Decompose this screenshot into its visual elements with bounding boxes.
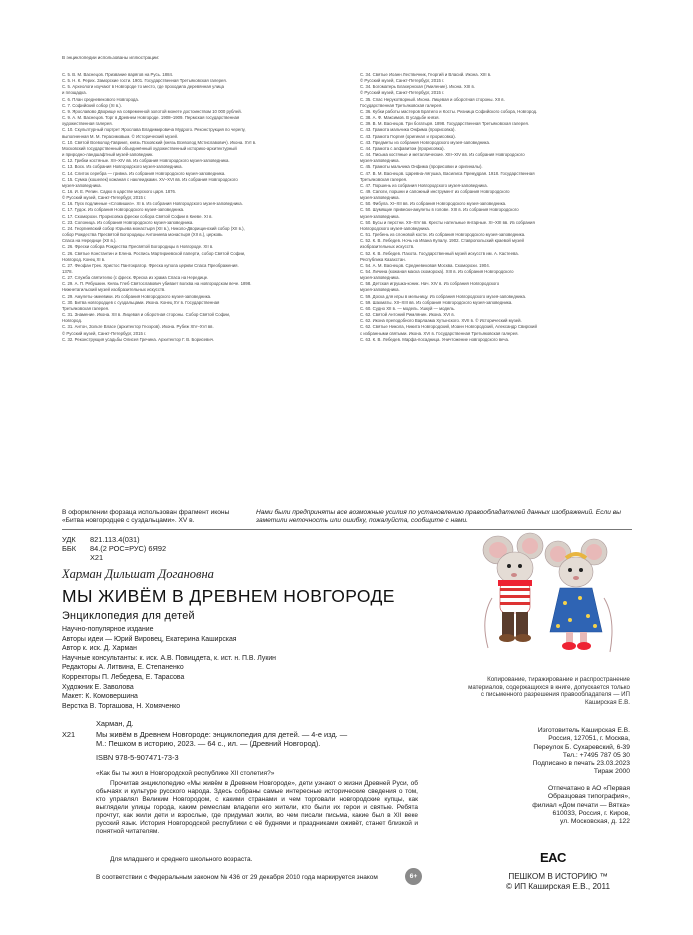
illustration-credit: С. 59. Доска для игры в мельницу. Из собрания Новгородского музея-заповедника. — [360, 293, 527, 299]
illustration-credit: музея-заповедника. — [360, 195, 400, 201]
illustration-credit: Московский государственный объединённый художественный историко-архитектурный — [62, 145, 237, 151]
illustration-credit: С. 62. Святой Антоний Римлянин. Икона. XVI в. — [360, 312, 455, 318]
illustration-credit: С. 15. Сумка (кошелек) кожаная с наклеидками. XV–XVI вв. Из собрания Новгородского — [62, 176, 238, 182]
imprint-line: Подписано в печать 23.03.2023 — [532, 760, 630, 768]
illustration-credit: С. 38. А. Ф. Максимов. В усадьбе князя. — [360, 115, 440, 121]
imprint-line: Россия, 127051, г. Москва, — [548, 735, 630, 743]
illustration-credit: Третьяковская галерея. — [62, 305, 110, 311]
age-rating-badge: 6+ — [405, 868, 422, 885]
mice-illustration — [470, 528, 620, 668]
illustration-credit: С. 16. И. Е. Репин. Садко в царстве морского царя. 1876. — [62, 188, 177, 194]
credit-line: Верстка В. Торгашова, Н. Хомяченко — [62, 702, 181, 710]
illustration-credit: изобразительных искусств. — [360, 244, 415, 250]
illustration-credit: С. 63. К. В. Лебедев. Марфа-посадница. Уничтожение новгородского веча. — [360, 336, 510, 342]
biblio-line: М.: Пешком в историю, 2023. — 64 с., ил. — (Древний Новгород). — [96, 739, 321, 749]
illustration-credit: С. 31. Знамение. Икона. XII в. Лицевая и оборотная стороны. Собор Святой Софии, — [62, 312, 231, 318]
illustration-credit: Спаса на Нередице (XII в.). — [62, 238, 117, 244]
illustration-credit: С. 13. Воск. Из собрания Новгородского музея-заповедника. — [62, 164, 183, 170]
illustration-credit: Новгородского музея-заповедника. — [360, 225, 431, 231]
illustration-credit: С. 34. Святые Иоанн Лествичник, Георгий и Власий. Икона. XIII в. — [360, 72, 492, 77]
copyright-notice: Копирование, тиражирование и распространение материалов, содержащихся в книге, допускается только с письменного разрешения правообладателя — ИП Каширская Е.В. — [468, 676, 630, 706]
illustration-credit: С. 7. Софийский собор (XI в.). — [62, 102, 122, 108]
illustrations-list-left — [62, 72, 330, 343]
catalog-code: Х21 — [90, 553, 104, 562]
bbk-label: ББК — [62, 544, 77, 553]
author-name: Харман Дильшат Догановна — [62, 567, 214, 581]
age-note: Для младшего и среднего школьного возраста. — [110, 856, 253, 863]
imprint-line — [464, 777, 630, 785]
illustration-credit: С. 43. Грамота Гюргия (оригинал и прорисовка). — [360, 133, 456, 139]
illustration-credit: Новгород. Конец XI в. — [62, 256, 106, 262]
publisher-block — [486, 872, 630, 892]
illustration-credit: С. 49. Сапоги, поршни и сапожный инструмент из собрания Новгородского — [360, 188, 510, 194]
illustration-credit: и площадка. — [62, 90, 87, 96]
imprint — [464, 727, 630, 827]
isbn: ISBN 978-5-907471-73-3 — [96, 753, 179, 762]
illustration-credit: С. 52. К. В. Лебедев. Пахота. Государственный музей искусств им. А. Кастеева. — [360, 250, 519, 256]
illustration-credit: С. 10. Святой Всеволод-Гавриил, князь Псковский (князь Всеволод Мстиславович). Икона. XVI в. — [62, 139, 257, 145]
illustration-credit: С. 5. Археологи изучают в Новгороде то место, где проходила деревянная улица — [62, 84, 224, 90]
illustration-credit: С. 62. Икона преподобного Варлаама Хутынского. XVII в. © Исторический музей. — [360, 318, 522, 324]
credit-line: Художник Е. Заволова — [62, 683, 134, 691]
illustration-credit: выполненная М. М. Герасимовым. © Исторический музей. — [62, 133, 179, 139]
illustrations-header: В энциклопедии использованы иллюстрации: — [62, 55, 160, 60]
illustration-credit: С. 31. Антон, Зольте Власе (архитектор Геоэров). Икона. Рубеж XIV–XVI вв. — [62, 324, 214, 330]
illustration-credit: Нижнетагильский музей изобразительных искусств. — [62, 287, 166, 293]
illustration-credit: С. 54. А. М. Васнецов. Средневековая Москва. Скоморохи. 1904. — [360, 262, 490, 268]
illustration-credit: художественная галерея. — [62, 121, 113, 127]
illustration-credit: С. 30. Битва новгородцев с суздальцами. Икона. Конец XV в. Государственная — [62, 299, 220, 305]
illustration-credit: © Русский музей, Санкт-Петербург, 2015 г. — [62, 195, 147, 201]
illustration-credit: С. 45. Грамоты мальчика Онфима (прорисовки и оригиналы). — [360, 164, 483, 170]
illustration-credit: С. 17. Скоморохи. Прорисовка фрески собора Святой Софии в Киеве. XI в. — [62, 213, 213, 219]
book-title: МЫ ЖИВЁМ В ДРЕВНЕМ НОВГОРОДЕ — [62, 586, 395, 606]
illustration-credit: С. 24. Георгиевский собор Юрьева монастыря (XII в.), Николо-Дворищенский собор (XII в.), — [62, 225, 245, 231]
illustration-credit: Третьяковская галерея. — [360, 176, 408, 182]
illustration-credit: собор Рождества Пресвятой Богородицы Антониева монастыря (XII в.), церковь — [62, 232, 223, 238]
illustration-credit: С. 12. Грибки костяные. XII–XIV вв. Из собрания Новгородского музея-заповедника. — [62, 158, 230, 164]
illustration-credit: с избранными святыми. Икона. XVI в. Государственная Третьяковская галерея. — [360, 330, 519, 336]
illustration-credit: С. 44. Грамота с алфавитом (прорисовка). — [360, 145, 445, 151]
credit-line: Автор к. иск. Д. Харман — [62, 645, 137, 653]
bbk-value: 84.(2 РОС=РУС) 6Я92 — [90, 544, 167, 553]
illustration-credit: С. 6. План средневекового Новгорода. — [62, 96, 139, 102]
editor-note: Нами были предприняты все возможные усилия по установлению правообладателей данных изображений. Если вы заметили неточность или ошибку, пожалуйста, сообщите с нами. — [256, 509, 622, 524]
illustration-credit: С. 62. Святые Никола, Никита Новгородский, Иоанн Новгородский, Александр Свирский — [360, 324, 537, 330]
illustration-credit: и природно-ландшафтный музей-заповедник. — [62, 152, 154, 158]
biblio-name: Харман, Д. — [96, 719, 134, 728]
illustration-credit: С. 58. Детская игрушка-коник. Нач. XIV в. Из собрания Новгородского — [360, 281, 500, 287]
illustration-credit: © Русский музей, Санкт-Петербург, 2015 г. — [360, 90, 445, 96]
illustration-credit: Республика Казахстан. — [360, 256, 406, 262]
illustration-credit: С. 51. Гребень из слоновой кости. Из собрания Новгородского музея-заповедника. — [360, 232, 526, 238]
illustration-credit: С. 10. Скульптурный портрет Ярослава Владимировича Мудрого. Реконструкция по черепу, — [62, 127, 246, 133]
illustration-credit: С. 26. Святые Константин и Елена. Роспись Мартириевской паперти, собор Святой Софии, — [62, 250, 246, 256]
illustration-credit: С. 59. Шахматы. XII–XIII вв. Из собрания Новгородского музея-заповедника. — [360, 299, 513, 305]
law-note: В соответствии с Федеральным законом № 436 от 29 декабря 2010 года маркируется знаком — [96, 874, 378, 881]
illustration-credit: С. 52. К. В. Лебедев. Ночь на Ивана Купалу. 1902. Ставропольский краевой музей — [360, 238, 524, 244]
illustration-credit: музея-заповедника. — [360, 275, 400, 281]
udk-value: 821.113.4(031) — [90, 535, 140, 544]
imprint-line: Тираж 2000 — [593, 768, 630, 776]
credit-line: Авторы идеи — Юрий Вировец, Екатерина Каширская — [62, 635, 237, 643]
biblio-code: Х21 — [62, 730, 76, 739]
illustrations-list-right — [360, 72, 630, 343]
illustration-credit: С. 50. Фибула. XI–XII вв. Из собрания Новгородского музея-заповедника. — [360, 201, 507, 207]
imprint-line: Образцовая типография», — [547, 793, 630, 801]
udk-block — [62, 535, 166, 562]
illustration-credit: С. 26. Фрески собора Рождества Пресвятой Богородицы в Новгороде. XII в. — [62, 244, 214, 250]
book-subtitle: Энциклопедия для детей — [62, 610, 195, 622]
illustration-credit: С. 5. В. М. Васнецов. Призвание варягов на Русь. 1884. — [62, 72, 174, 77]
girl-mouse-icon — [545, 539, 612, 652]
credit-line: Научные консультанты: к. иск. А.В. Повицдета, к. ист. н. П.В. Лукин — [62, 654, 276, 662]
illustration-credit: музея-заповедника. — [360, 158, 400, 164]
illustration-credit: С. 17. Гудок. Из собрания Новгородского музея-заповедника. — [62, 207, 185, 213]
illustration-credit: С. 35. Спас Нерукотворный. Икона. Лицевая и оборотная стороны. XII в. — [360, 96, 505, 102]
illustration-credit: С. 29. А. П. Рябушкин. Князь Глеб Святославович убивает волхва на новгородском вече. 1898. — [62, 281, 252, 287]
illustration-credit: С. 47. В. М. Васнецов. Царевна-лягушка, Василиса Премудрая. 1918. Государственная — [360, 170, 535, 176]
quote: «Как бы ты жил в Новгородской республике XII столетия?» — [96, 770, 275, 777]
imprint-line: Тел.: +7495 787 05 30 — [562, 751, 630, 759]
illustration-credit: © Русский музей, Санкт-Петербург, 2015 г. — [360, 78, 445, 84]
credits-list — [62, 625, 392, 711]
credit-line: Корректоры П. Лебедева, Е. Тарасова — [62, 673, 185, 681]
biblio-line: Мы живём в Древнем Новгороде: энциклопедия для детей. — 4-е изд. — — [96, 730, 348, 739]
imprint-line: филиал «Дом печати — Вятка» — [532, 801, 630, 809]
illustration-credit: С. 14. Слиток серебра — гривна. Из собрания Новгородского музея-заповедника. — [62, 170, 226, 176]
illustration-credit: С. 50. Бусы и перстни. XII–XIV вв. Кресты нательные янтарные. XI–XIII вв. Из собрания — [360, 219, 535, 225]
illustration-credit: С. 27. Служба святителю (с фреск. Фреска из храма Спаса на Нередице. — [62, 275, 209, 281]
biblio-record — [96, 730, 416, 748]
illustration-credit: С. 43. Предметы из собрания Новгородского музея-заповедника. — [360, 139, 491, 145]
illustration-credit: С. 16. Пуск подлинные «Словишиэ». XI в. Из собрания Новгородского музея-заповедника. — [62, 201, 243, 207]
illustration-credit: С. 9. А. М. Васнецов. Торг в Древнем Новгороде. 1908–1909. Пермская государственная — [62, 115, 240, 121]
illustration-credit: С. 44. Письма костяные и металлические. XIII–XIV вв. Из собрания Новгородского — [360, 152, 525, 158]
illustration-credit: Новгород. — [62, 318, 83, 324]
illustration-credit: С. 23. Солоница. Из собрания Новгородского музея-заповедника. — [62, 219, 194, 225]
annotation: Прочитав энциклопедию «Мы живём в Древнем Новгороде», дети узнают о жизни Древней Руси, об обычаях и культуре русского народа. Здесь собраны самые интересные исторические сведения о том, кто управлял Великим Новгородом, с какими странами и чем торговали новгородские купцы, как выглядели улицы города, каким ремеслам владели его жители, кто были их герои и святые. Ребята прочтут, как жили дети и взрослые, где придумал жили, во чем писали письма, какие был в XII веке русский язык. История Новгородской республики с её буднями и праздниками оживёт, станет близкой и понятной читателям. — [96, 780, 418, 836]
illustration-credit: 1378. — [62, 269, 73, 274]
illustration-credit: С. 39. В. М. Васнецов. Три богатыря. 1898. Государственная Третьяковская галерея. — [360, 121, 530, 127]
illustration-credit: С. 47. Поршень из собрания Новгородского музея-заповедника. — [360, 182, 488, 188]
illustration-credit: музея-заповедника. — [360, 287, 400, 293]
illustration-credit: С. 32. Реконструкция усадьбы Олисея Гречина. Архитектор Г. В. Борисевич. — [62, 336, 215, 342]
credit-line: Научно-популярное издание — [62, 626, 154, 633]
imprint-line: 610033, Россия, г. Киров, — [552, 809, 630, 817]
imprint-line: Отпечатано в АО «Первая — [548, 785, 630, 793]
illustration-credit: музея-заповедника. — [360, 213, 400, 219]
illustration-credit: С. 36. Кубки работы мастеров Братило и Косты. Ризница Софийского собора, Новгород. — [360, 108, 538, 114]
illustration-credit: Государственная Третьяковская галерея. — [360, 102, 443, 108]
imprint-line: Переулок Б. Сухаревский, 6-39 — [533, 743, 630, 751]
illustration-credit: С. 43. Грамота мальчика Онфима (прорисовка). — [360, 127, 456, 133]
illustration-credit: С. 60. Судно XII в. — модель. Ушкуй — модель. — [360, 305, 456, 311]
udk-label: УДК — [62, 535, 76, 544]
boy-mouse-icon — [483, 533, 543, 648]
illustration-credit: С. 5. Н. К. Рерих. Заморские гости. 1901. Государственная Третьяковская галерея. — [62, 78, 227, 84]
illustration-credit: С. 50. Шумящие привески-амулеты в голове. XIII в. Из собрания Новгородского — [360, 207, 519, 213]
eac-mark-icon: EAC — [540, 850, 566, 865]
illustration-credit: С. 34. Богоматерь Блахернская (Умиление). Икона. XIII в. — [360, 84, 475, 90]
illustration-credit: С. 27. Феофан Грек. Христос Пантократор. Фреска купола церкви Спаса Преображения. — [62, 262, 239, 268]
illustration-credit: музея-заповедника. — [62, 182, 102, 188]
imprint-line: Изготовитель Каширская Е.В. — [537, 727, 630, 734]
cover-note: В оформлении форзаца использован фрагмент иконы «Битва новгородцев с суздальцами». XV в. — [62, 509, 230, 524]
illustration-credit: С. 9. Ярославово Дворище на современной золотой монете достоинством 10 000 рублей. — [62, 108, 242, 114]
credit-line: Макет: К. Комовершина — [62, 693, 138, 701]
illustration-credit: С. 29. Амулеты-змеевики. Из собрания Новгородского музея-заповедника. — [62, 293, 212, 299]
publisher-line: ПЕШКОМ В ИСТОРИЮ ™ — [508, 872, 608, 881]
illustration-credit: С. 54. Личина (кожаная маска скомороха). XIII в. Из собрания Новгородского — [360, 269, 514, 274]
illustration-credit: © Русский музей, Санкт-Петербург, 2015 г. — [62, 330, 147, 336]
publisher-line: © ИП Каширская Е.В., 2011 — [505, 882, 611, 891]
credit-line: Редакторы А. Литвина, Е. Степаненко — [62, 664, 184, 672]
imprint-line: ул. Московская, д. 122 — [560, 818, 630, 826]
